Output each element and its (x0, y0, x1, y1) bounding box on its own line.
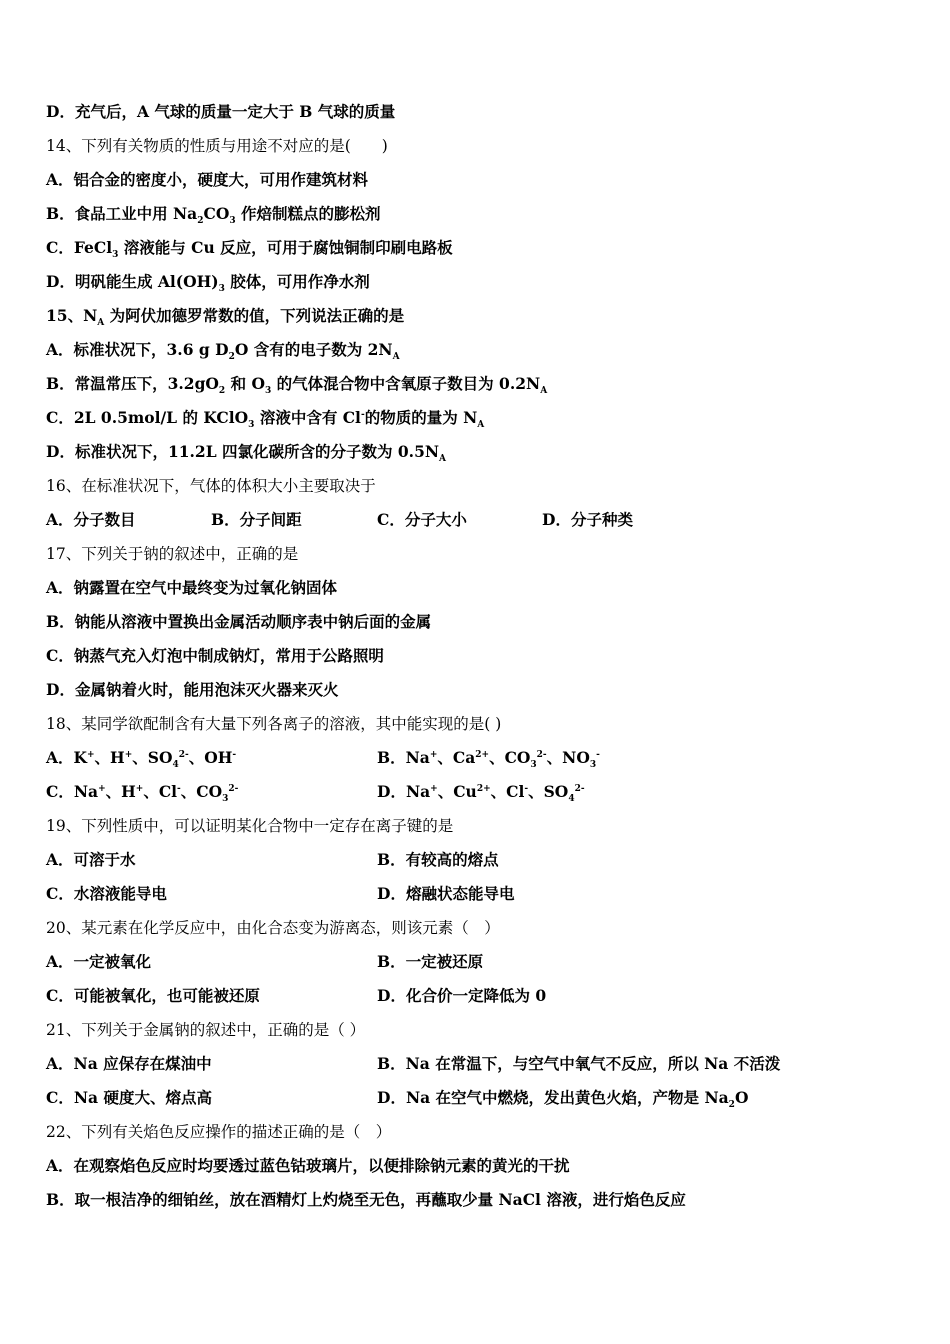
q18-option-b: B．Na+、$Ca^{2+}$、$CO_3^{2-}$、$NO_3^-$ (377, 748, 600, 771)
q15-option-c: C．2L 0.5mol/L 的 KClO$_3$ 溶液中含有 Cl-的物质的量为 $N_A$ (46, 408, 485, 431)
q14-option-b: B．食品工业中用 $Na_2CO_3$ 作焙制糕点的膨松剂 (46, 204, 381, 227)
q14-option-a: A．铝合金的密度小，硬度大，可用作建筑材料 (46, 170, 369, 189)
q21-stem: 21、下列关于金属钠的叙述中，正确的是（ ） (46, 1021, 366, 1039)
q15-option-d: D．标准状况下，11.2L 四氯化碳所含的分子数为 $0.5N_A$ (46, 442, 447, 465)
q21-option-b: B．Na 在常温下，与空气中氧气不反应，所以 Na 不活泼 (377, 1054, 781, 1073)
q17-option-c: C．钠蒸气充入灯泡中制成钠灯，常用于公路照明 (46, 646, 384, 665)
q15-option-a: A．标准状况下，3.6 g $D_2O$ 含有的电子数为 $2N_A$ (46, 340, 400, 363)
q16-option-a: A．分子数目 (46, 510, 136, 529)
q15-stem: 15、$N_A$ 为阿伏加德罗常数的值，下列说法正确的是 (46, 306, 405, 329)
q16-option-b: B．分子间距 (211, 510, 302, 529)
q14-stem: 14、下列有关物质的性质与用途不对应的是( ) (46, 137, 388, 155)
q20-option-c: C．可能被氧化，也可能被还原 (46, 986, 260, 1005)
q15-option-b: B．常温常压下，$3.2gO_2$ 和 $O_3$ 的气体混合物中含氧原子数目为 $0.2N_A$ (46, 374, 548, 397)
q22-option-a: A．在观察焰色反应时均要透过蓝色钴玻璃片，以便排除钠元素的黄光的干扰 (46, 1156, 570, 1175)
q21-option-c: C．Na 硬度大、熔点高 (46, 1088, 212, 1107)
q17-option-b: B．钠能从溶液中置换出金属活动顺序表中钠后面的金属 (46, 612, 432, 631)
q18-option-c: C．Na+、H+、Cl-、$CO_3^{2-}$ (46, 782, 239, 805)
q16-option-c: C．分子大小 (377, 510, 467, 529)
q18-stem: 18、某同学欲配制含有大量下列各离子的溶液，其中能实现的是( ) (46, 715, 502, 733)
q14-option-c: C．FeCl$_3$ 溶液能与 Cu 反应，可用于腐蚀铜制印刷电路板 (46, 238, 453, 261)
q19-option-c: C．水溶液能导电 (46, 884, 167, 903)
q20-stem: 20、某元素在化学反应中，由化合态变为游离态，则该元素（ ） (46, 919, 500, 937)
q19-option-b: B．有较高的熔点 (377, 850, 499, 869)
q20-option-d: D．化合价一定降低为 0 (377, 986, 547, 1005)
q21-option-a: A．Na 应保存在煤油中 (46, 1054, 212, 1073)
q18-option-a: A．K+、H+、$SO_4^{2-}$、OH- (46, 748, 237, 771)
q18-option-d: D．Na+、$Cu^{2+}$、Cl-、$SO_4^{2-}$ (377, 782, 585, 805)
q19-option-a: A．可溶于水 (46, 850, 136, 869)
q19-option-d: D．熔融状态能导电 (377, 884, 515, 903)
q16-stem: 16、在标准状况下，气体的体积大小主要取决于 (46, 477, 376, 495)
q20-option-b: B．一定被还原 (377, 952, 484, 971)
q17-option-d: D．金属钠着火时，能用泡沫灭火器来灭火 (46, 680, 339, 699)
q17-stem: 17、下列关于钠的叙述中，正确的是 (46, 545, 299, 563)
q20-option-a: A．一定被氧化 (46, 952, 152, 971)
q19-stem: 19、下列性质中，可以证明某化合物中一定存在离子键的是 (46, 817, 454, 835)
q14-option-d: D．明矾能生成 $Al(OH)_3$ 胶体，可用作净水剂 (46, 272, 370, 295)
q17-option-a: A．钠露置在空气中最终变为过氧化钠固体 (46, 578, 338, 597)
q22-stem: 22、下列有关焰色反应操作的描述正确的是（ ） (46, 1123, 392, 1141)
q22-option-b: B．取一根洁净的细铂丝，放在酒精灯上灼烧至无色，再蘸取少量 NaCl 溶液，进行焰色反应 (46, 1190, 686, 1209)
q13-option-d: D．充气后，A 气球的质量一定大于 B 气球的质量 (46, 102, 396, 121)
q21-option-d: D．Na 在空气中燃烧，发出黄色火焰，产物是 $Na_2O$ (377, 1088, 749, 1111)
q16-option-d: D．分子种类 (542, 510, 633, 529)
